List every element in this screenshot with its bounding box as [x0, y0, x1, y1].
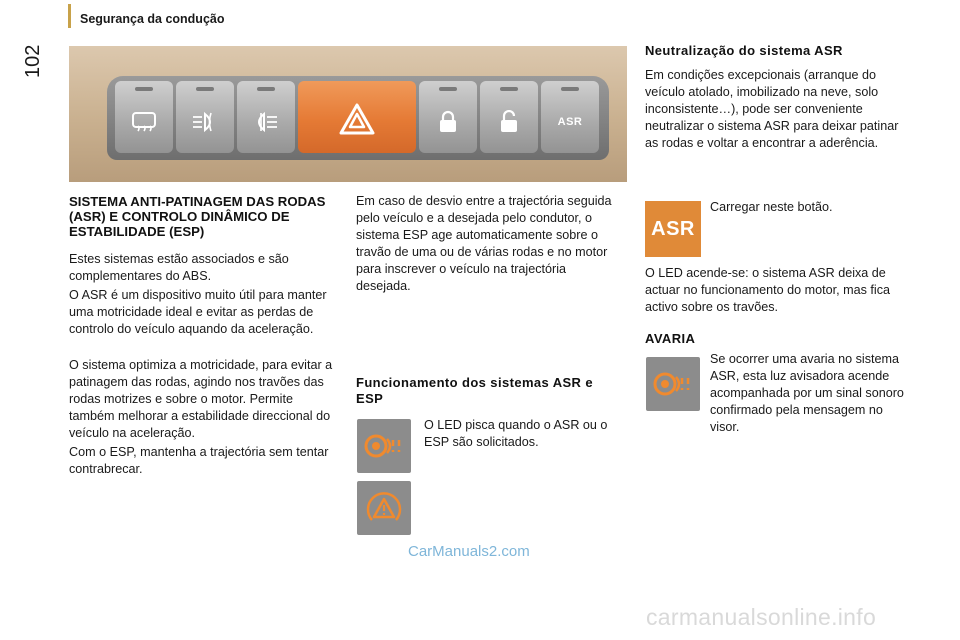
asr-warning-light-box: [357, 419, 411, 473]
fault-heading: AVARIA: [645, 331, 696, 346]
button-led: [257, 87, 275, 91]
page-number: 102: [22, 44, 44, 78]
rear-defrost-icon: [131, 111, 157, 133]
lock-open-icon: [499, 110, 519, 134]
button-led: [135, 87, 153, 91]
button-led: [196, 87, 214, 91]
left-paragraph-2: O ASR é um dispositivo muito útil para manter uma motricidade ideal e evitar as perdas de controlo do veículo aquando da aceleração.: [69, 288, 327, 336]
left-paragraph-4: Com o ESP, mantenha a trajectória sem tentar contrabrecar.: [69, 445, 329, 476]
front-fog-button: [176, 81, 234, 153]
asr-button-icon: ASR: [557, 116, 583, 128]
right-paragraph-1: Em condições excepcionais (arranque do veículo atolado, imobilizado na neve, solo inconsistente…), pode ser conveniente neutralizar o sistema ASR para deixar patinar as rodas e voltar a encontrar a aderência.: [645, 68, 899, 150]
header-accent-bar: [68, 4, 71, 28]
right-paragraph-2: O LED acende-se: o sistema ASR deixa de actuar no funcionamento do motor, mas fica activo sobre os travões.: [645, 266, 891, 314]
rear-defrost-button: [115, 81, 173, 153]
rear-fog-light-icon: [252, 111, 280, 133]
section-title: Segurança da condução: [80, 12, 225, 26]
central-unlock-button: [480, 81, 538, 153]
fault-text: Se ocorrer uma avaria no sistema ASR, esta luz avisadora acende acompanhada por um sinal sonoro confirmado pela mensagem no visor.: [710, 352, 904, 434]
lock-closed-icon: [438, 110, 458, 134]
neutralize-subtitle: Neutralização do sistema ASR: [645, 43, 843, 58]
button-led: [439, 87, 457, 91]
left-paragraph-3: O sistema optimiza a motricidade, para evitar a patinagem das rodas, agindo nos travões das rodas motrizes e sobre o motor. Permite também melhorar a estabilidade direccional do veículo na aceleração.: [69, 358, 333, 440]
watermark-carmanuals2: CarManuals2.com: [408, 543, 530, 560]
front-fog-light-icon: [191, 111, 219, 133]
rear-fog-button: [237, 81, 295, 153]
hazard-warning-icon: [338, 102, 376, 136]
left-paragraph-1: Estes sistemas estão associados e são complementares do ABS.: [69, 252, 289, 283]
press-button-text: Carregar neste botão.: [710, 200, 833, 214]
main-section-heading: SISTEMA ANTI-PATINAGEM DAS RODAS (ASR) E CONTROLO DINÂMICO DE ESTABILIDADE (ESP): [69, 194, 326, 239]
middle-paragraph-1: Em caso de desvio entre a trajectória seguida pelo veículo e a desejada pelo condutor, o sistema ESP age automaticamente sobre o travão de uma ou de várias rodas e no motor para inscrever o veículo na trajectória desejada.: [356, 194, 612, 293]
hazard-button: [298, 81, 416, 153]
dashboard-switch-panel: [69, 46, 627, 182]
esp-warning-triangle-icon: [364, 490, 404, 526]
watermark-carmanualsonline: carmanualsonline.info: [646, 604, 877, 630]
function-subtitle: Funcionamento dos sistemas ASR e ESP: [356, 375, 593, 406]
button-led: [561, 87, 579, 91]
asr-switch-icon: ASR: [651, 217, 695, 240]
asr-fault-light-box: [646, 357, 700, 411]
central-lock-button: [419, 81, 477, 153]
esp-warning-light-box: [357, 481, 411, 535]
asr-switch-image: [645, 201, 701, 257]
button-led: [500, 87, 518, 91]
asr-dashboard-button: [541, 81, 599, 153]
led-blink-text: O LED pisca quando o ASR ou o ESP são solicitados.: [424, 418, 608, 449]
asr-warning-icon: [363, 431, 405, 461]
asr-fault-warning-icon: [652, 369, 694, 399]
switch-panel-frame: [107, 76, 609, 160]
